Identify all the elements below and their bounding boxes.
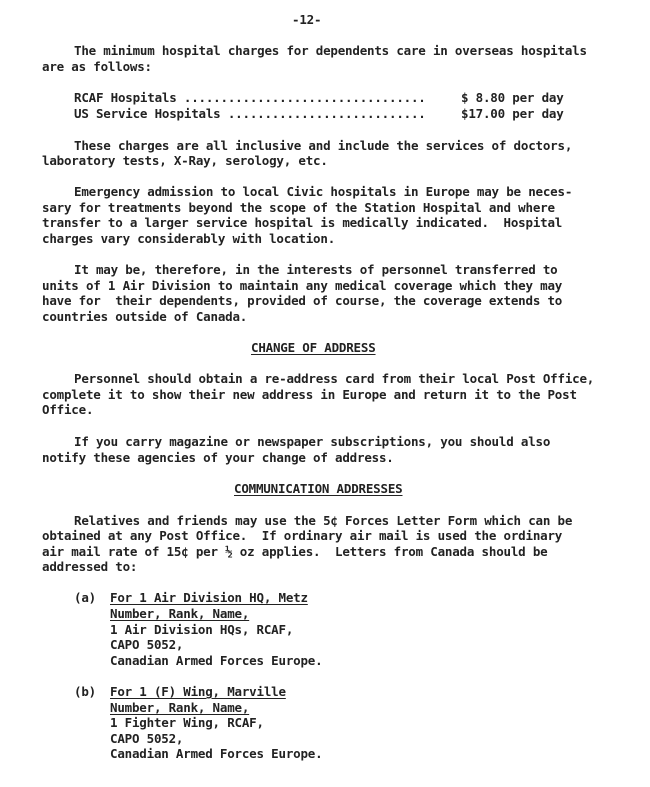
address-line: Canadian Armed Forces Europe.	[110, 746, 323, 761]
paragraph-line: units of 1 Air Division to maintain any medical coverage which they may	[42, 278, 563, 293]
paragraph-line: addressed to:	[42, 559, 138, 574]
paragraph-line: These charges are all inclusive and include the services of doctors,	[74, 138, 573, 153]
address-line: Number, Rank, Name,	[110, 700, 250, 715]
paragraph-line: Emergency admission to local Civic hospitals in Europe may be neces-	[74, 184, 573, 199]
paragraph-line: laboratory tests, X-Ray, serology, etc.	[42, 153, 328, 168]
page-number: -12-	[292, 12, 322, 27]
paragraph-line: have for their dependents, provided of course, the coverage extends to	[42, 293, 563, 308]
rate-label-us: US Service Hospitals ...........................	[74, 106, 426, 121]
paragraph-line: countries outside of Canada.	[42, 309, 248, 324]
address-line: Number, Rank, Name,	[110, 606, 250, 621]
address-line: 1 Air Division HQs, RCAF,	[110, 622, 294, 637]
paragraph-line: notify these agencies of your change of address.	[42, 450, 394, 465]
rate-amount-rcaf: $ 8.80 per day	[461, 90, 564, 105]
rate-amount-us: $17.00 per day	[461, 106, 564, 121]
address-line: CAPO 5052,	[110, 637, 184, 652]
paragraph-line: transfer to a larger service hospital is medically indicated. Hospital	[42, 215, 563, 230]
paragraph-line: are as follows:	[42, 59, 152, 74]
paragraph-line: obtained at any Post Office. If ordinary air mail is used the ordinary	[42, 528, 563, 543]
address-marker-a: (a)	[74, 590, 96, 605]
address-line: Canadian Armed Forces Europe.	[110, 653, 323, 668]
paragraph-line: sary for treatments beyond the scope of the Station Hospital and where	[42, 200, 555, 215]
rate-label-rcaf: RCAF Hospitals .................................	[74, 90, 426, 105]
heading-change-of-address: CHANGE OF ADDRESS	[251, 340, 376, 355]
address-marker-b: (b)	[74, 684, 96, 699]
address-line: 1 Fighter Wing, RCAF,	[110, 715, 264, 730]
paragraph-line: air mail rate of 15¢ per ½ oz applies. Letters from Canada should be	[42, 544, 548, 559]
paragraph-line: It may be, therefore, in the interests of personnel transferred to	[74, 262, 558, 277]
paragraph-line: charges vary considerably with location.	[42, 231, 336, 246]
paragraph-line: Personnel should obtain a re-address card from their local Post Office,	[74, 371, 595, 386]
paragraph-line: Relatives and friends may use the 5¢ Forces Letter Form which can be	[74, 513, 573, 528]
address-title-b: For 1 (F) Wing, Marville	[110, 684, 286, 699]
paragraph-line: Office.	[42, 402, 94, 417]
paragraph-line: If you carry magazine or newspaper subscriptions, you should also	[74, 434, 551, 449]
paragraph-line: The minimum hospital charges for dependents care in overseas hospitals	[74, 43, 587, 58]
address-line: CAPO 5052,	[110, 731, 184, 746]
heading-communication-addresses: COMMUNICATION ADDRESSES	[234, 481, 403, 496]
paragraph-line: complete it to show their new address in Europe and return it to the Post	[42, 387, 577, 402]
address-title-a: For 1 Air Division HQ, Metz	[110, 590, 308, 605]
